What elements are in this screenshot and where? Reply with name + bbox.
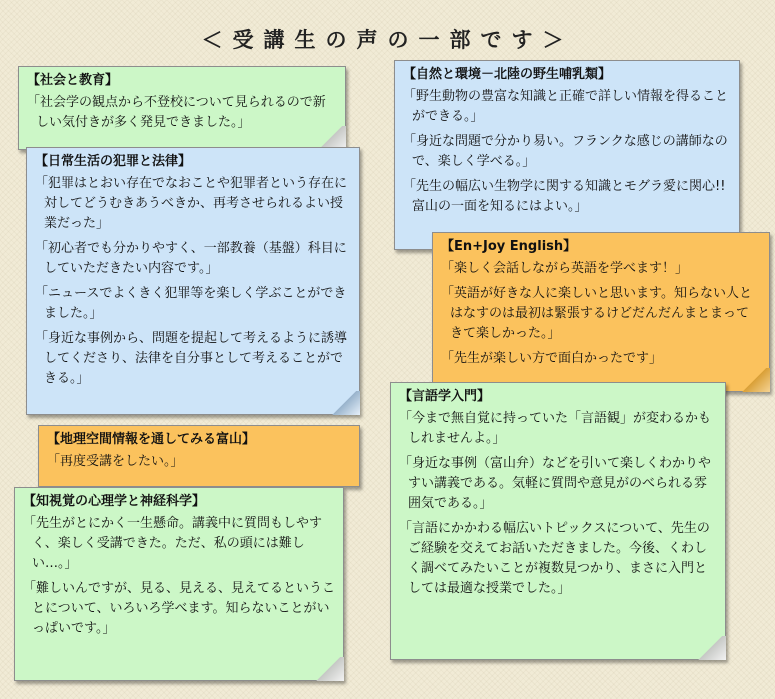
comment: 「身近な事例（富山弁）などを引いて楽しくわかりやすい講義である。気軽に質問や意見がのべられる雰囲気である。」 (399, 456, 712, 511)
comment: 「難しいんですが、見る、見える、見えてるということについて、いろいろ学べます。知らないことがいっぱいです。」 (23, 581, 336, 636)
comment: 「野生動物の豊富な知識と正確で詳しい情報を得ることができる。」 (403, 89, 729, 124)
note-geospatial-toyama (38, 425, 360, 487)
comment: 「先生の幅広い生物学に関する知識とモグラ愛に関心!!富山の一面を知るにはよい。」 (403, 179, 726, 214)
comment: 「身近な事例から、問題を提起して考えるように誘導してくださり、法律を自分事として考えることができる。」 (35, 331, 348, 386)
note-comments (47, 452, 351, 472)
comment: 「社会学の観点から不登校について見られるので新しい気付きが多く発見できました。」 (27, 95, 326, 130)
page-curl-decoration (314, 657, 344, 681)
comment: 「言語にかかわる幅広いトピックスについて、先生のご経験を交えてお話いただきました。今後、くわしく調べてみたいことが複数見つかり、まさに入門としては最適な授業でした。」 (399, 521, 710, 596)
note-title: 【言語学入門】 (399, 389, 491, 404)
note-comments (403, 87, 731, 217)
comment: 「英語が好きな人に楽しいと思います。知らない人とはなすのは最初は緊張するけどだんだんまとまってきて楽しかった。」 (441, 286, 752, 341)
note-title: 【自然と環境－北陸の野生哺乳類】 (403, 67, 612, 82)
note-society-education (18, 66, 346, 150)
note-nature-environment (394, 60, 740, 250)
comment: 「犯罪はとおい存在でなおことや犯罪者という存在に対してどうむきあうべきか、再考させられるよい授業だった」 (35, 176, 348, 231)
comment: 「今まで無自覚に持っていた「言語観」が変わるかもしれませんよ。」 (399, 411, 712, 446)
note-comments (441, 259, 761, 369)
note-enjoy-english (432, 232, 770, 392)
note-title: 【知視覚の心理学と神経科学】 (23, 494, 206, 509)
note-daily-crime-law (26, 147, 360, 415)
comment: 「先生がとにかく一生懸命。講義中に質問もしやすく、楽しく受講できた。ただ、私の頭には難しい…。」 (23, 516, 323, 571)
page-curl-decoration (330, 391, 360, 415)
comment: 「身近な問題で分かり易い。フランクな感じの講師なので、楽しく学べる。」 (403, 134, 728, 169)
note-title: 【En+Joy English】 (441, 239, 577, 254)
note-comments (35, 174, 351, 389)
comment: 「楽しく会話しながら英語を学べます！」 (441, 261, 689, 276)
page-curl-decoration (696, 636, 726, 660)
comment: 「先生が楽しい方で面白かったです」 (441, 351, 663, 366)
note-title: 【社会と教育】 (27, 73, 119, 88)
comment: 「初心者でも分かりやすく、一部教養（基盤）科目にしていただきたい内容です。」 (35, 241, 347, 276)
note-comments (27, 93, 337, 133)
comment: 「ニュースでよくきく犯罪等を楽しく学ぶことができました。」 (35, 286, 347, 321)
page-curl-decoration (740, 368, 770, 392)
note-title: 【地理空間情報を通してみる富山】 (47, 432, 256, 447)
note-perception-psychology (14, 487, 344, 681)
comment: 「再度受講をしたい。」 (47, 454, 184, 469)
note-linguistics-intro (390, 382, 726, 660)
note-comments (23, 514, 335, 639)
note-title: 【日常生活の犯罪と法律】 (35, 154, 192, 169)
page-title: ＜受講生の声の一部です＞ (201, 28, 574, 52)
note-comments (399, 409, 717, 599)
